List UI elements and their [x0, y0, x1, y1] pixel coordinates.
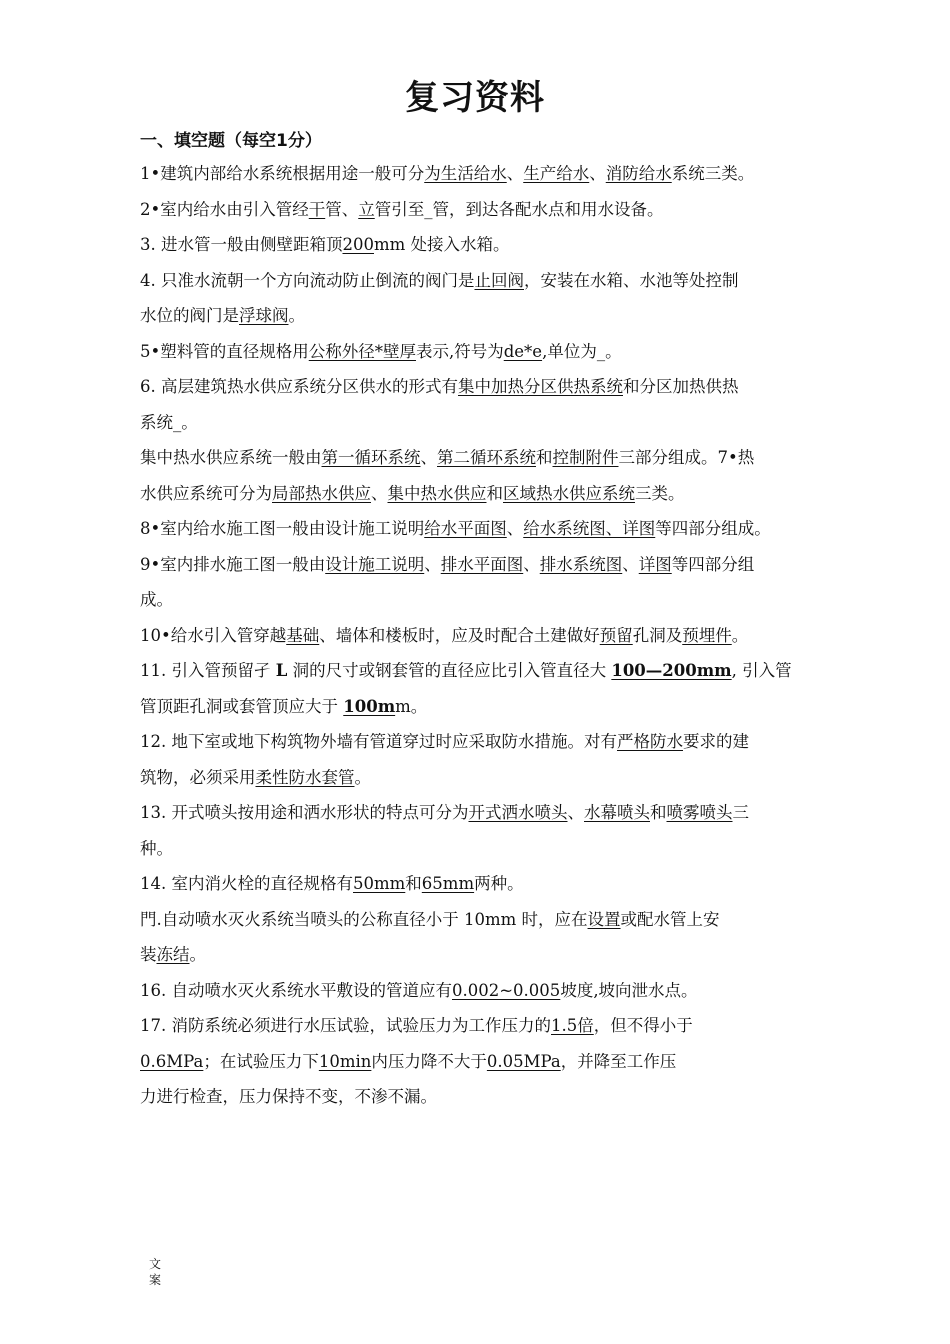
- line-text: 三类。: [635, 483, 685, 503]
- line-text: 、: [567, 803, 584, 822]
- line-text: , 引入管: [731, 661, 792, 680]
- line-text: 、: [589, 164, 606, 183]
- text-line: [140, 511, 860, 547]
- answer-blank: 公称外径*壁厚: [308, 341, 416, 361]
- answer-blank: 详图: [638, 554, 672, 574]
- text-line: [140, 618, 860, 654]
- line-text: 水供应系统可分为: [140, 483, 272, 503]
- line-text: 系统_。: [140, 412, 198, 432]
- line-text: 洞的尺寸或钢套管的直径应比引入管直径大: [287, 661, 612, 680]
- line-text: 力进行检查，压力保持不变，不渗不漏。: [140, 1087, 437, 1106]
- answer-blank: 200: [342, 235, 374, 254]
- line-text: 集中热水供应系统一般由: [140, 448, 322, 467]
- answer-blank: 生产给水: [523, 164, 590, 183]
- line-text: 1•建筑内部给水系统根据用途一般可分: [140, 164, 425, 183]
- line-text: 两种。: [474, 874, 524, 893]
- section-heading: 一、填空题（每空1分）: [140, 131, 322, 151]
- line-text: 3. 进水管一般由侧壁距箱顶: [140, 235, 343, 254]
- answer-blank: 开式洒水喷头: [468, 803, 568, 822]
- text-line: [140, 156, 860, 192]
- line-text: 和: [486, 483, 503, 503]
- line-text: 和: [536, 448, 553, 467]
- line-text: 4. 只准水流朝一个方向流动防止倒流的阀门是: [140, 270, 475, 290]
- line-text: 、: [371, 483, 388, 503]
- line-text: 、: [523, 554, 540, 574]
- text-line: [140, 334, 860, 370]
- answer-blank: 设置: [587, 909, 621, 929]
- text-line: [140, 476, 860, 512]
- text-line: [140, 369, 860, 405]
- text-line: [140, 795, 860, 831]
- line-text: 水位的阀门是: [140, 306, 239, 325]
- answer-blank: 集中加热分区供热系统: [458, 377, 623, 396]
- text-line: [140, 831, 860, 867]
- line-text: 三部分组成。7•热: [618, 448, 755, 467]
- document-title: 复习资料: [405, 78, 545, 118]
- answer-blank: 消防给水: [605, 164, 672, 183]
- line-text: 内压力降不大于: [371, 1051, 487, 1071]
- text-line: [140, 547, 860, 583]
- text-line: [140, 902, 860, 938]
- answer-blank: 立: [358, 199, 375, 219]
- line-text: 、: [622, 554, 639, 574]
- text-line: [140, 1079, 860, 1115]
- line-text: 9•室内排水施工图一般由: [140, 554, 326, 574]
- line-text: 、: [506, 164, 524, 183]
- answer-blank: 给水平面图: [424, 519, 507, 538]
- answer-blank: 0.6MPa: [140, 1051, 204, 1071]
- answer-blank: 严格防水: [617, 732, 683, 751]
- answer-blank: 水幕喷头: [584, 803, 650, 822]
- answer-blank: 局部热水供应: [272, 483, 371, 503]
- answer-blank: 喷雾喷头: [666, 803, 733, 822]
- line-text: m。: [395, 696, 428, 716]
- line-text: 要求的建: [683, 732, 749, 751]
- line-text: 系统三类。: [671, 164, 755, 183]
- line-text: 10•给水引入管穿越: [140, 625, 287, 645]
- line-text: 16. 自动喷水灭火系统水平敷设的管道应有: [140, 980, 452, 1000]
- answer-blank: 干: [308, 199, 326, 219]
- text-line: [140, 724, 860, 760]
- line-text: 5•塑料管的直径规格用: [140, 341, 309, 361]
- line-text: ，但不得小于: [593, 1016, 693, 1035]
- answer-blank: 预埋件: [682, 625, 732, 645]
- line-text: 。: [288, 306, 305, 325]
- answer-blank: 0.05MPa: [486, 1051, 561, 1071]
- answer-blank: 集中热水供应: [387, 483, 487, 503]
- line-text: 等四部分组: [671, 554, 755, 574]
- answer-blank: 控制附件: [552, 448, 619, 467]
- line-text: 、墙体和楼板时，应及时配合土建做好: [319, 625, 600, 645]
- answer-blank: 设计施工说明: [325, 554, 425, 574]
- answer-blank: 为生活给水: [424, 164, 507, 183]
- text-line: [140, 653, 860, 689]
- line-text: mm 处接入水箱。: [374, 235, 510, 254]
- text-line: [140, 689, 860, 725]
- answer-blank: 50mm: [353, 874, 406, 893]
- line-text: 等四部分组成。: [655, 519, 771, 538]
- text-line: [140, 227, 860, 263]
- answer-blank: 冻结: [156, 945, 190, 964]
- line-text: 三: [732, 803, 749, 822]
- answer-blank: 100—200mm: [611, 661, 732, 680]
- line-text: 和: [405, 874, 422, 893]
- line-text: 6. 高层建筑热水供应系统分区供水的形式有: [140, 377, 458, 396]
- text-line: [140, 937, 860, 973]
- answer-blank: 基础: [286, 625, 320, 645]
- line-text: 17. 消防系统必须进行水压试验，试验压力为工作压力的: [140, 1016, 551, 1035]
- text-line: [140, 582, 860, 618]
- answer-blank: 第二循环系统: [437, 448, 536, 467]
- text-line: [140, 866, 860, 902]
- line-text: ；在试验压力下: [203, 1051, 319, 1071]
- line-text: 孔洞及: [632, 625, 683, 645]
- text-line: [140, 760, 860, 796]
- answer-blank: 65mm: [421, 874, 475, 893]
- line-text: 、: [424, 554, 441, 574]
- line-text: 12. 地下室或地下构筑物外墙有管道穿过时应采取防水措施。对有: [140, 732, 617, 751]
- line-text: 或配水管上安: [620, 909, 720, 929]
- line-text: 管引至_管，到达各配水点和用水设备。: [374, 199, 664, 219]
- text-line: [140, 298, 860, 334]
- line-text: 11. 引入管预留孑: [140, 661, 276, 680]
- text-line: [140, 1008, 860, 1044]
- line-text: ，并降至工作压: [560, 1051, 677, 1071]
- line-text: ,单位为_。: [542, 341, 622, 361]
- text-line: [140, 973, 860, 1009]
- footer-note: 文案: [149, 1257, 162, 1287]
- answer-blank: de*e: [503, 341, 543, 361]
- line-text: 、: [506, 519, 524, 538]
- line-text: L: [275, 661, 288, 680]
- answer-blank: 0.002~0.005: [452, 980, 561, 1000]
- line-text: 13. 开式喷头按用途和洒水形状的特点可分为: [140, 803, 469, 822]
- line-text: 表示,符号为: [415, 341, 504, 361]
- line-text: 坡度,坡向泄水点。: [560, 980, 698, 1000]
- line-text: ，安装在水箱、水池等处控制: [524, 270, 739, 290]
- text-line: [140, 263, 860, 299]
- line-text: 14. 室内消火栓的直径规格有: [140, 874, 353, 893]
- answer-blank: 柔性防水套管: [255, 767, 355, 787]
- line-text: 成。: [140, 590, 173, 609]
- text-line: [140, 405, 860, 441]
- text-line: [140, 440, 860, 476]
- line-text: 筑物，必须采用: [140, 767, 256, 787]
- line-text: 装: [140, 945, 157, 964]
- line-text: 和: [650, 803, 667, 822]
- answer-blank: 10min: [318, 1051, 372, 1071]
- document-body: [140, 156, 860, 1115]
- answer-blank: 第一循环系统: [321, 448, 421, 467]
- text-line: [140, 1044, 860, 1080]
- line-text: 和分区加热供热: [623, 377, 739, 396]
- answer-blank: 1.5倍: [551, 1016, 594, 1035]
- line-text: 。: [354, 767, 371, 787]
- answer-blank: 浮球阀: [239, 306, 289, 325]
- answer-blank: 预留: [599, 625, 633, 645]
- answer-blank: 给水系统图、详图: [523, 519, 656, 538]
- line-text: 8•室内给水施工图一般由设计施工说明: [140, 519, 425, 538]
- line-text: 种。: [140, 838, 173, 858]
- answer-blank: 100m: [343, 696, 396, 716]
- answer-blank: 区域热水供应系统: [503, 483, 635, 503]
- line-text: 管顶距孔洞或套管顶应大于: [140, 696, 344, 716]
- line-text: 。: [189, 945, 206, 964]
- answer-blank: 排水平面图: [440, 554, 524, 574]
- line-text: 。: [731, 625, 749, 645]
- line-text: 管、: [325, 199, 359, 219]
- line-text: 2•室内给水由引入管经: [140, 199, 309, 219]
- line-text: 、: [420, 448, 437, 467]
- line-text: 門.自动喷水灭火系统当喷头的公称直径小于 10mm 时，应在: [140, 909, 588, 929]
- answer-blank: 排水系统图: [539, 554, 623, 574]
- answer-blank: 止回阀: [474, 270, 524, 290]
- text-line: [140, 192, 860, 228]
